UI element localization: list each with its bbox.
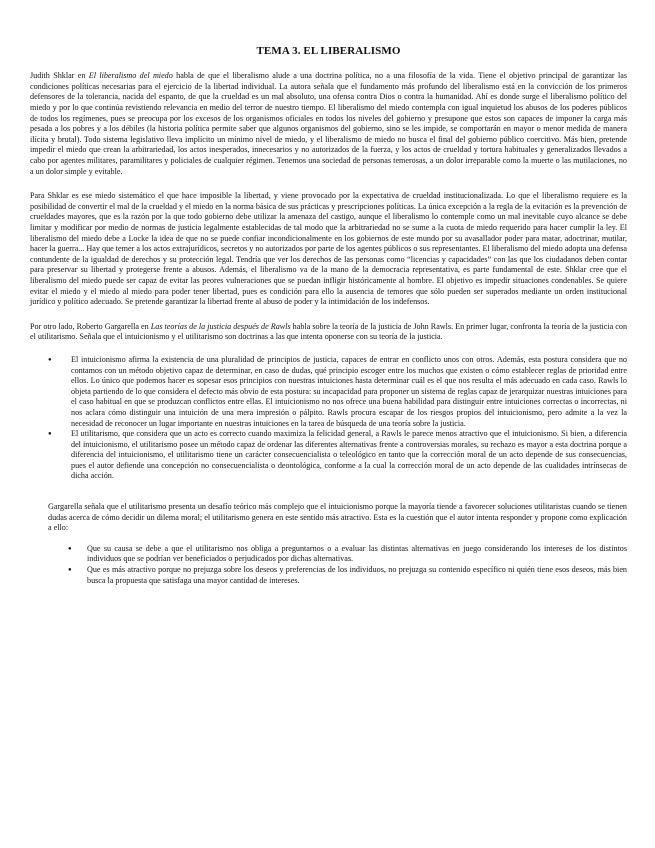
bullet-list-doctrines [30, 355, 627, 482]
text-run: Judith Shklar en [30, 71, 89, 81]
list-item: ● Que es más atractivo porque no prejuzga sobre los deseos y preferencias de los individuos, no prejuzga su contenido específico ni quién tiene esos deseos, más bien busca la propuesta que satisfaga una mayor cantidad de intereses. [30, 565, 627, 586]
text-run: habla sobre la teoría de la justicia de John Rawls. En primer lugar, confronta la teoría de la justicia con el utilitarismo. Señala que el intuicionismo y el utilitarismo son doctrinas a las que intenta oponerse con su teoría de la justicia. [30, 321, 628, 342]
spacer [30, 177, 627, 191]
paragraph-utilitarianism: Gargarella señala que el utilitarismo presenta un desafío teórico más complejo que el intuicionismo porque la mayoría tiende a favorecer soluciones utilitaristas cuando se tienen dudas acerca de cómo decidir un dilema moral; el utilitarismo genera en este sentido más atractivo. Esta es la cuestión que el autor intenta responder y propone como explicación a ello: [48, 502, 627, 533]
paragraph-shklar-intro [30, 71, 627, 177]
list-item: ● Que su causa se debe a que el utilitarismo nos obliga a preguntarnos o a evaluar las distintas alternativas en juego considerando los intereses de los distintos individuos que se podrían ver beneficiados o perjudicados por dichas alternativas. [30, 544, 627, 565]
spacer [30, 343, 627, 355]
spacer [30, 308, 627, 322]
bullet-list-explanations [30, 544, 627, 586]
text-run: Por otro lado, Roberto Gargarella en [30, 321, 151, 331]
book-title: El liberalismo del miedo [88, 71, 173, 81]
list-item: ● El intuicionismo afirma la existencia de una pluralidad de principios de justicia, capaces de entrar en conflicto unos con otros. Además, esta postura considera que no contamos con un método objetivo capaz de determinar, en caso de dudas, qué principio escoger entre los muchos que existen o cómo establecer reglas de prioridad entre ellos. Lo único que podemos hacer es sopesar esos principios con nuestras intuiciones hasta determinar cuál es el que nos resulta el más adecuado en cada caso. Rawls lo objeta partiendo de lo que considera el defecto más obvio de esta postura: su incapacidad para proponer un sistema de reglas capaz de jerarquizar nuestras intuiciones para el caso habitual en que se produzcan conflictos entre ellas. El intuicionismo no nos ofrece una buena habilidad para distinguir entre intuiciones correctas o incorrectas, ni nos aclara cómo distinguir una intuición de una mera impresión o pálpito. Rawls procura escapar de los riesgos propios del intuicionismo, pero admite a la vez la necesidad de reconocer un lugar importante en nuestras intuiciones en la tarea de búsqueda de una teoría sobre la justicia. [30, 355, 627, 429]
spacer [30, 482, 627, 502]
paragraph-shklar-fear: Para Shklar es ese miedo sistemático el que hace imposible la libertad, y viene provocado por la expectativa de crueldad institucionalizada. Lo que el liberalismo requiere es la posibilidad de convertir el mal de la crueldad y el miedo en la norma básica de sus prácticas y prescripciones políticas. La única excepción a la regla de la evitación es la prevención de crueldades mayores, que es la razón por la que todo gobierno debe utilizar la amenaza del castigo, aunque el liberalismo lo contemple como un mal inevitable cuyo alcance se debe limitar y modificar por medio de normas de justicia legalmente establecidas de tal modo que la arbitrariedad no se sume a la cuota de miedo requerido para hacer cumplir la ley. El liberalismo del miedo debe a Locke la idea de que no se puede confiar incondicionalmente en los gobiernos de este mundo por su avasallador poder para matar, adoctrinar, mutilar, hacer la guerra... Hay que temer a los actos extrajurídicos, secretos y no autorizados por parte de los agentes públicos o sus representantes. El liberalismo del miedo adopta una defensa contundente de la igualdad de derechos y su protección legal. Tendría que ver los derechos de las personas como “licencias y capacidades” con las que los ciudadanos deben contar para preservar su libertad y protegerse frente a abusos. Además, el liberalismo va de la mano de la democracia representativa, es parte fundamental de este. Shklar cree que el liberalismo del miedo puede ser capaz de evitar las peores vulneraciones que se puedan infligir históricamente al hombre. El objetivo es impedir situaciones condenables. Se quiere evitar el miedo y el miedo al miedo para poder tener libertad, pues es condición para ello la ausencia de temores que sólo pueden ser superados mediante un orden institucional jurídico y político adecuado. Se pretende garantizar la libertad frente al abuso de poder y la intimidación de los indefensos. [30, 191, 627, 307]
paragraph-gargarella-intro [30, 322, 627, 343]
page-title: TEMA 3. EL LIBERALISMO [256, 45, 401, 57]
book-title: Las teorías de la justicia después de Rawls [150, 321, 291, 331]
spacer [30, 534, 627, 544]
text-run: habla de que el liberalismo alude a una doctrina política, no a una filosofía de la vida. Tiene el objetivo principal de garantizar las condiciones políticas necesarias para el ejercicio de la libertad individual. La autora señala que el fundamento más profundo del liberalismo está en la convicción de los primeros defensores de la tolerancia, nacida del espanto, de que la crueldad es un mal absoluto, una ofensa contra Dios o contra la humanidad. Ahí es donde surge el liberalismo político del miedo y por lo que continúa revistiendo relevancia en medio del terror de nuestro tiempo. El liberalismo del miedo contempla con igual inquietud los abusos de los poderes públicos de todos los regímenes, pues se preocupa por los excesos de los organismos oficiales en todos los niveles del gobierno y presupone que estos son capaces de imponer la carga más pesada a los pobres y a los débiles (la historia política permite saber que algunos organismos del gobierno, sino se les impide, se comportarán en mayor o menor medida de manera ilícita y brutal). Todo sistema legislativo lleva implícito un mínimo nivel de miedo, y el liberalismo de miedo no busca el final del gobierno público coercitivo. Más bien, pretende impedir el miedo que crean la arbitrariedad, los actos inesperados, innecesarios y no autorizados de la fuerza, y los actos de crueldad y tortura habituales y generalizados llevados a cabo por agentes militares, paramilitares y policiales de cualquier régimen. Tenemos una sociedad de personas temerosas, a un dolor irreparable como la muerte o las mutilaciones, no a un dolor simple y evitable. [30, 71, 627, 176]
list-item: ● El utilitarismo, que considera que un acto es correcto cuando maximiza la felicidad general, a Rawls le parece menos atractivo que el intuicionismo. Si bien, a diferencia del intuicionismo, el utilitarismo posee un método capaz de ordenar las diferentes alternativas frente a controversias morales, su rechazo es mayor a esta doctrina porque a diferencia del intuicionismo, el utilitarismo tiene un carácter consecuencialista o teleológico en tanto que la corrección moral de un acto depende de sus consecuencias, pues el autor defiende una concepción no consecuencialista o deontológica, conforme a la cual la corrección moral de un acto depende de las cualidades intrínsecas de dicha acción. [30, 429, 627, 482]
